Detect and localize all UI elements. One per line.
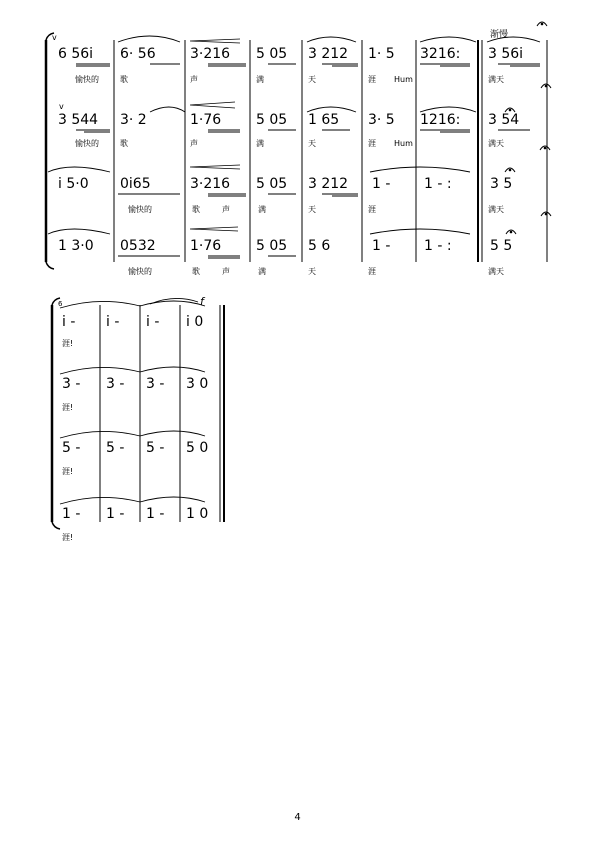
measure: 5 05 <box>256 238 288 254</box>
measure: 5 - <box>62 440 81 456</box>
lyric: 愉快的 <box>128 205 152 214</box>
lyric: 涯 <box>368 139 376 148</box>
lyric: 愉快的 <box>75 75 99 84</box>
breath-marks <box>52 33 64 111</box>
measure: 1 65 <box>308 112 340 128</box>
barlines <box>100 305 224 522</box>
measure: 3·216 <box>190 46 231 62</box>
measure: 1 - <box>62 506 81 522</box>
lyric: 天 <box>308 75 316 84</box>
measure: i 0 <box>186 314 204 330</box>
measure: 1 - : <box>424 238 452 254</box>
stave-soprano <box>58 46 540 84</box>
measure-number: 6 <box>58 300 63 308</box>
lyric: 满 <box>256 139 264 148</box>
measure: 1 - <box>372 238 391 254</box>
measure: 5 05 <box>256 112 288 128</box>
lyric: 涯 <box>368 267 376 276</box>
measure: 0532 <box>120 238 156 254</box>
dynamic-mark: f <box>200 295 204 308</box>
measure: 5 05 <box>256 176 288 192</box>
lyric: 涯! <box>62 339 74 348</box>
measure: 5 5 <box>490 238 513 254</box>
lyric: 声 <box>190 75 198 84</box>
lyric: 满 <box>258 205 266 214</box>
lyric: 愉快的 <box>75 139 99 148</box>
system-bracket <box>52 298 60 529</box>
lyric: 满 <box>256 75 264 84</box>
lyric: 涯 <box>368 75 376 84</box>
measure: 0i65 <box>120 176 151 192</box>
barlines <box>114 40 547 262</box>
hairpins <box>190 39 240 231</box>
measure: 3 56i <box>488 46 524 62</box>
lyric: 歌 <box>192 205 200 214</box>
measure: 3 544 <box>58 112 99 128</box>
measure: i - <box>146 314 160 330</box>
slurs <box>60 298 205 504</box>
stave-soprano <box>62 314 203 348</box>
svg-text:v: v <box>59 102 64 111</box>
page-number: 4 <box>294 812 301 823</box>
lyric: 天 <box>308 205 316 214</box>
measure: 3 5 <box>490 176 513 192</box>
lyric: 满天 <box>488 205 504 214</box>
lyric: 歌 <box>192 267 200 276</box>
measure: 1 0 <box>186 506 209 522</box>
measure: 5 - <box>146 440 165 456</box>
stave-tenor <box>62 440 208 476</box>
stave-alto <box>62 376 208 412</box>
measure: 3 - <box>146 376 165 392</box>
lyric: 涯 <box>368 205 376 214</box>
measure: i 5·0 <box>58 176 89 192</box>
measure: 5 6 <box>308 238 331 254</box>
measure: 1 - : <box>424 176 452 192</box>
lyric: 满天 <box>488 139 504 148</box>
stave-alto <box>58 112 530 148</box>
measure: 1 - <box>372 176 391 192</box>
measure: 3 212 <box>308 46 349 62</box>
measure: 6 56i <box>58 46 94 62</box>
lyric: 涯! <box>62 533 74 542</box>
tempo-mark: 渐慢 <box>490 30 509 40</box>
measure: 5 0 <box>186 440 209 456</box>
measure: 3216: <box>420 46 461 62</box>
lyric: 声 <box>190 139 198 148</box>
score-system-1 <box>0 0 595 290</box>
measure: i - <box>106 314 120 330</box>
measure: 1 - <box>146 506 165 522</box>
lyric: Hum <box>394 75 413 84</box>
svg-text:v: v <box>52 33 57 42</box>
measure: 3 - <box>106 376 125 392</box>
score-system-2 <box>0 290 595 550</box>
measure: 3· 5 <box>368 112 395 128</box>
lyric: 声 <box>222 267 230 276</box>
lyric: 歌 <box>120 139 128 148</box>
lyric: 天 <box>308 267 316 276</box>
measure: 1 - <box>106 506 125 522</box>
measure: 6· 56 <box>120 46 156 62</box>
measure: 1216: <box>420 112 461 128</box>
measure: 3 - <box>62 376 81 392</box>
lyric: 愉快的 <box>128 267 152 276</box>
measure: i - <box>62 314 76 330</box>
measure: 3·216 <box>190 176 231 192</box>
lyric: 满天 <box>488 75 504 84</box>
measure: 1· 5 <box>368 46 395 62</box>
lyric: 满 <box>258 267 266 276</box>
lyric: 天 <box>308 139 316 148</box>
stave-tenor <box>58 176 512 214</box>
measure: 5 - <box>106 440 125 456</box>
measure: 1·76 <box>190 112 222 128</box>
measure: 3· 2 <box>120 112 147 128</box>
lyric: 满天 <box>488 267 504 276</box>
lyric: 涯! <box>62 403 74 412</box>
stave-bass <box>62 506 208 542</box>
measure: 1 3·0 <box>58 238 94 254</box>
measure: 3 54 <box>488 112 520 128</box>
stave-bass <box>58 238 512 276</box>
measure: 3 212 <box>308 176 349 192</box>
lyric: 歌 <box>120 75 128 84</box>
lyric: Hum <box>394 139 413 148</box>
measure: 3 0 <box>186 376 209 392</box>
measure: 1·76 <box>190 238 222 254</box>
lyric: 声 <box>222 205 230 214</box>
lyric: 涯! <box>62 467 74 476</box>
measure: 5 05 <box>256 46 288 62</box>
